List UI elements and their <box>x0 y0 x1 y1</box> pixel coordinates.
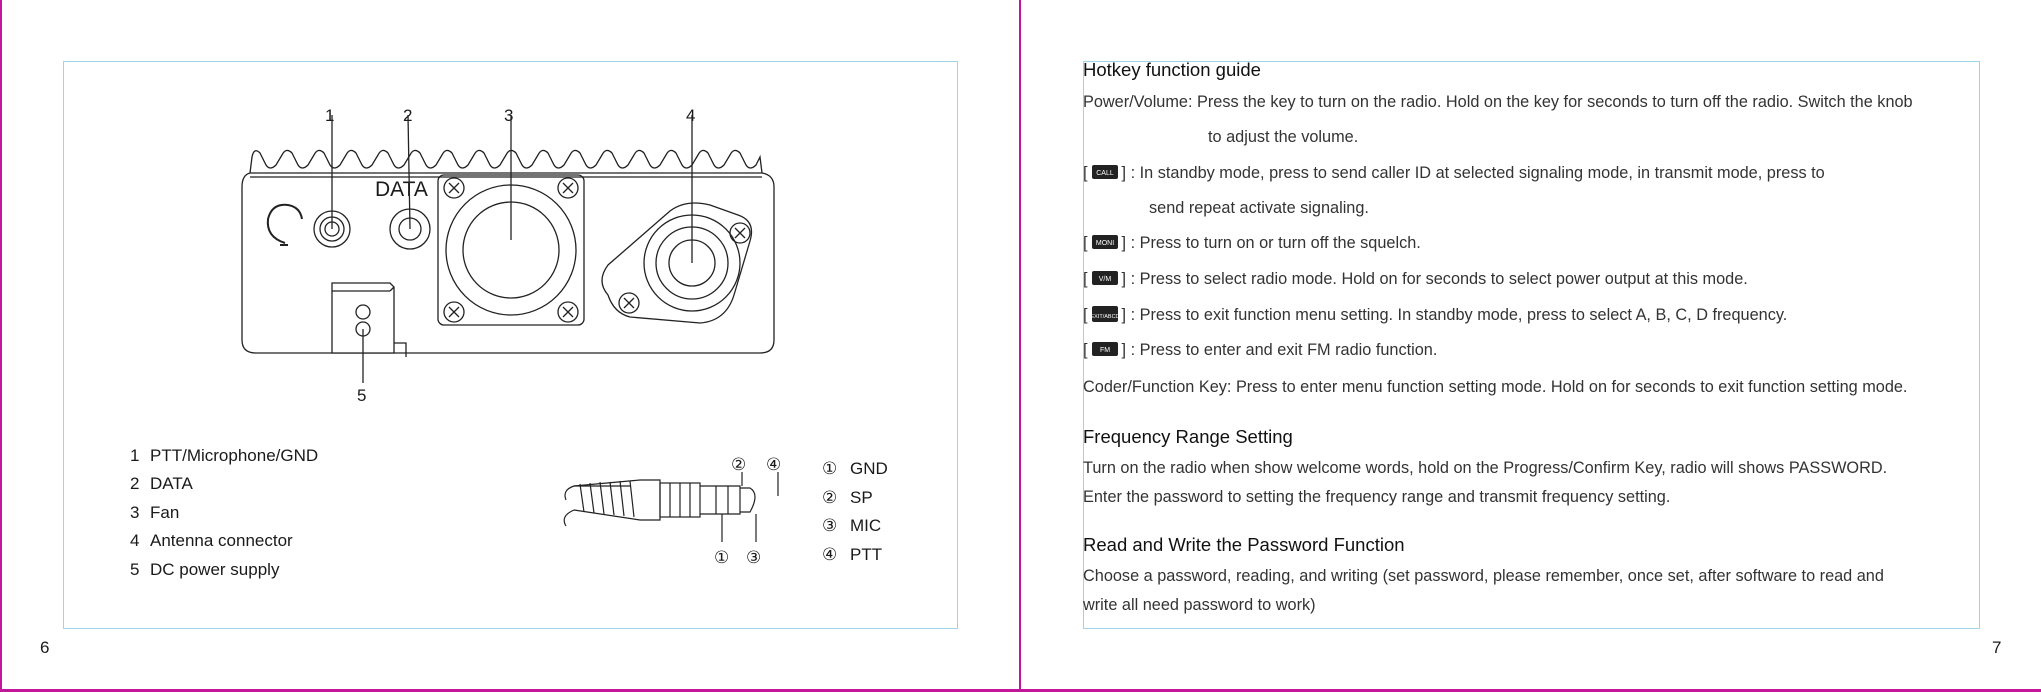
hotkey-call-cont: send repeat activate signaling. <box>1149 199 1369 217</box>
hotkey-heading: Hotkey function guide <box>1083 59 1261 80</box>
svg-text:CALL: CALL <box>1095 170 1114 178</box>
legend-item-5: 5 DC power supply <box>130 560 280 579</box>
frequency-heading: Frequency Range Setting <box>1083 426 1293 447</box>
frequency-line-1: Turn on the radio when show welcome words, hold on the Progress/Confirm Key, radio will shows PASSWORD. <box>1083 459 1888 477</box>
frequency-line-2: Enter the password to setting the frequency range and transmit frequency setting. <box>1083 488 1671 506</box>
hotkey-vm: [ V/M ] : Press to select radio mode. Hold on for seconds to select power output at this mode. <box>1083 270 1748 288</box>
hotkey-exit: [ EXIT/ABCD ] : Press to exit function menu setting. In standby mode, press to select A, B, C, D frequency. <box>1083 306 1788 324</box>
coder-function-line: Coder/Function Key: Press to enter menu function setting mode. Hold on for seconds to exit function setting mode. <box>1083 378 1908 396</box>
callout-3: 3 <box>504 106 514 125</box>
password-heading: Read and Write the Password Function <box>1083 534 1405 555</box>
svg-text:FM: FM <box>1099 347 1110 355</box>
legend-item-1: 1 PTT/Microphone/GND <box>130 446 319 465</box>
hotkey-moni: [ MONI ] : Press to turn on or turn off the squelch. <box>1083 234 1421 252</box>
vm-key-icon <box>1092 271 1118 285</box>
pin-item-gnd: ① GND <box>822 459 888 478</box>
plug-callout-1: ① <box>714 548 730 567</box>
callout-1: 1 <box>325 106 335 125</box>
svg-text:EXIT/ABCD: EXIT/ABCD <box>1090 314 1120 321</box>
power-volume-line-cont: to adjust the volume. <box>1208 128 1359 146</box>
legend-item-2: 2 DATA <box>130 474 193 493</box>
exit-abcd-key-icon <box>1092 306 1118 322</box>
plug-callout-2: ② <box>731 455 747 474</box>
pin-item-mic: ③ MIC <box>822 516 882 535</box>
callout-5: 5 <box>357 386 367 405</box>
plug-callout-3: ③ <box>746 548 762 567</box>
fm-key-icon <box>1092 342 1118 356</box>
pin-item-ptt: ④ PTT <box>822 545 883 564</box>
password-line-1: Choose a password, reading, and writing (set password, please remember, once set, after software to read and <box>1083 567 1884 585</box>
center-fold <box>1019 0 1021 692</box>
page-number-left: 6 <box>40 638 50 657</box>
password-line-2: write all need password to work) <box>1083 596 1316 614</box>
hotkey-fm: [ FM ] : Press to enter and exit FM radio function. <box>1083 341 1438 359</box>
hotkey-call: [ CALL ] : In standby mode, press to send caller ID at selected signaling mode, in transmit mode, press to <box>1083 164 1825 182</box>
data-port-label: DATA <box>375 178 428 201</box>
plug-callout-4: ④ <box>766 455 782 474</box>
audio-plug-diagram <box>560 450 800 545</box>
power-volume-line: Power/Volume: Press the key to turn on the radio. Hold on the key for seconds to turn off the radio. Switch the knob <box>1083 93 1913 111</box>
radio-rear-panel-diagram <box>230 95 790 395</box>
svg-text:V/M: V/M <box>1098 276 1111 284</box>
moni-key-icon <box>1092 235 1118 249</box>
pin-item-sp: ② SP <box>822 488 873 507</box>
legend-item-4: 4 Antenna connector <box>130 531 293 550</box>
call-key-icon <box>1092 165 1118 179</box>
callout-2: 2 <box>403 106 413 125</box>
page-number-right: 7 <box>1992 638 2002 657</box>
legend-item-3: 3 Fan <box>130 503 180 522</box>
callout-4: 4 <box>686 106 696 125</box>
svg-text:MONI: MONI <box>1095 240 1114 248</box>
left-page-edge <box>0 0 2 692</box>
